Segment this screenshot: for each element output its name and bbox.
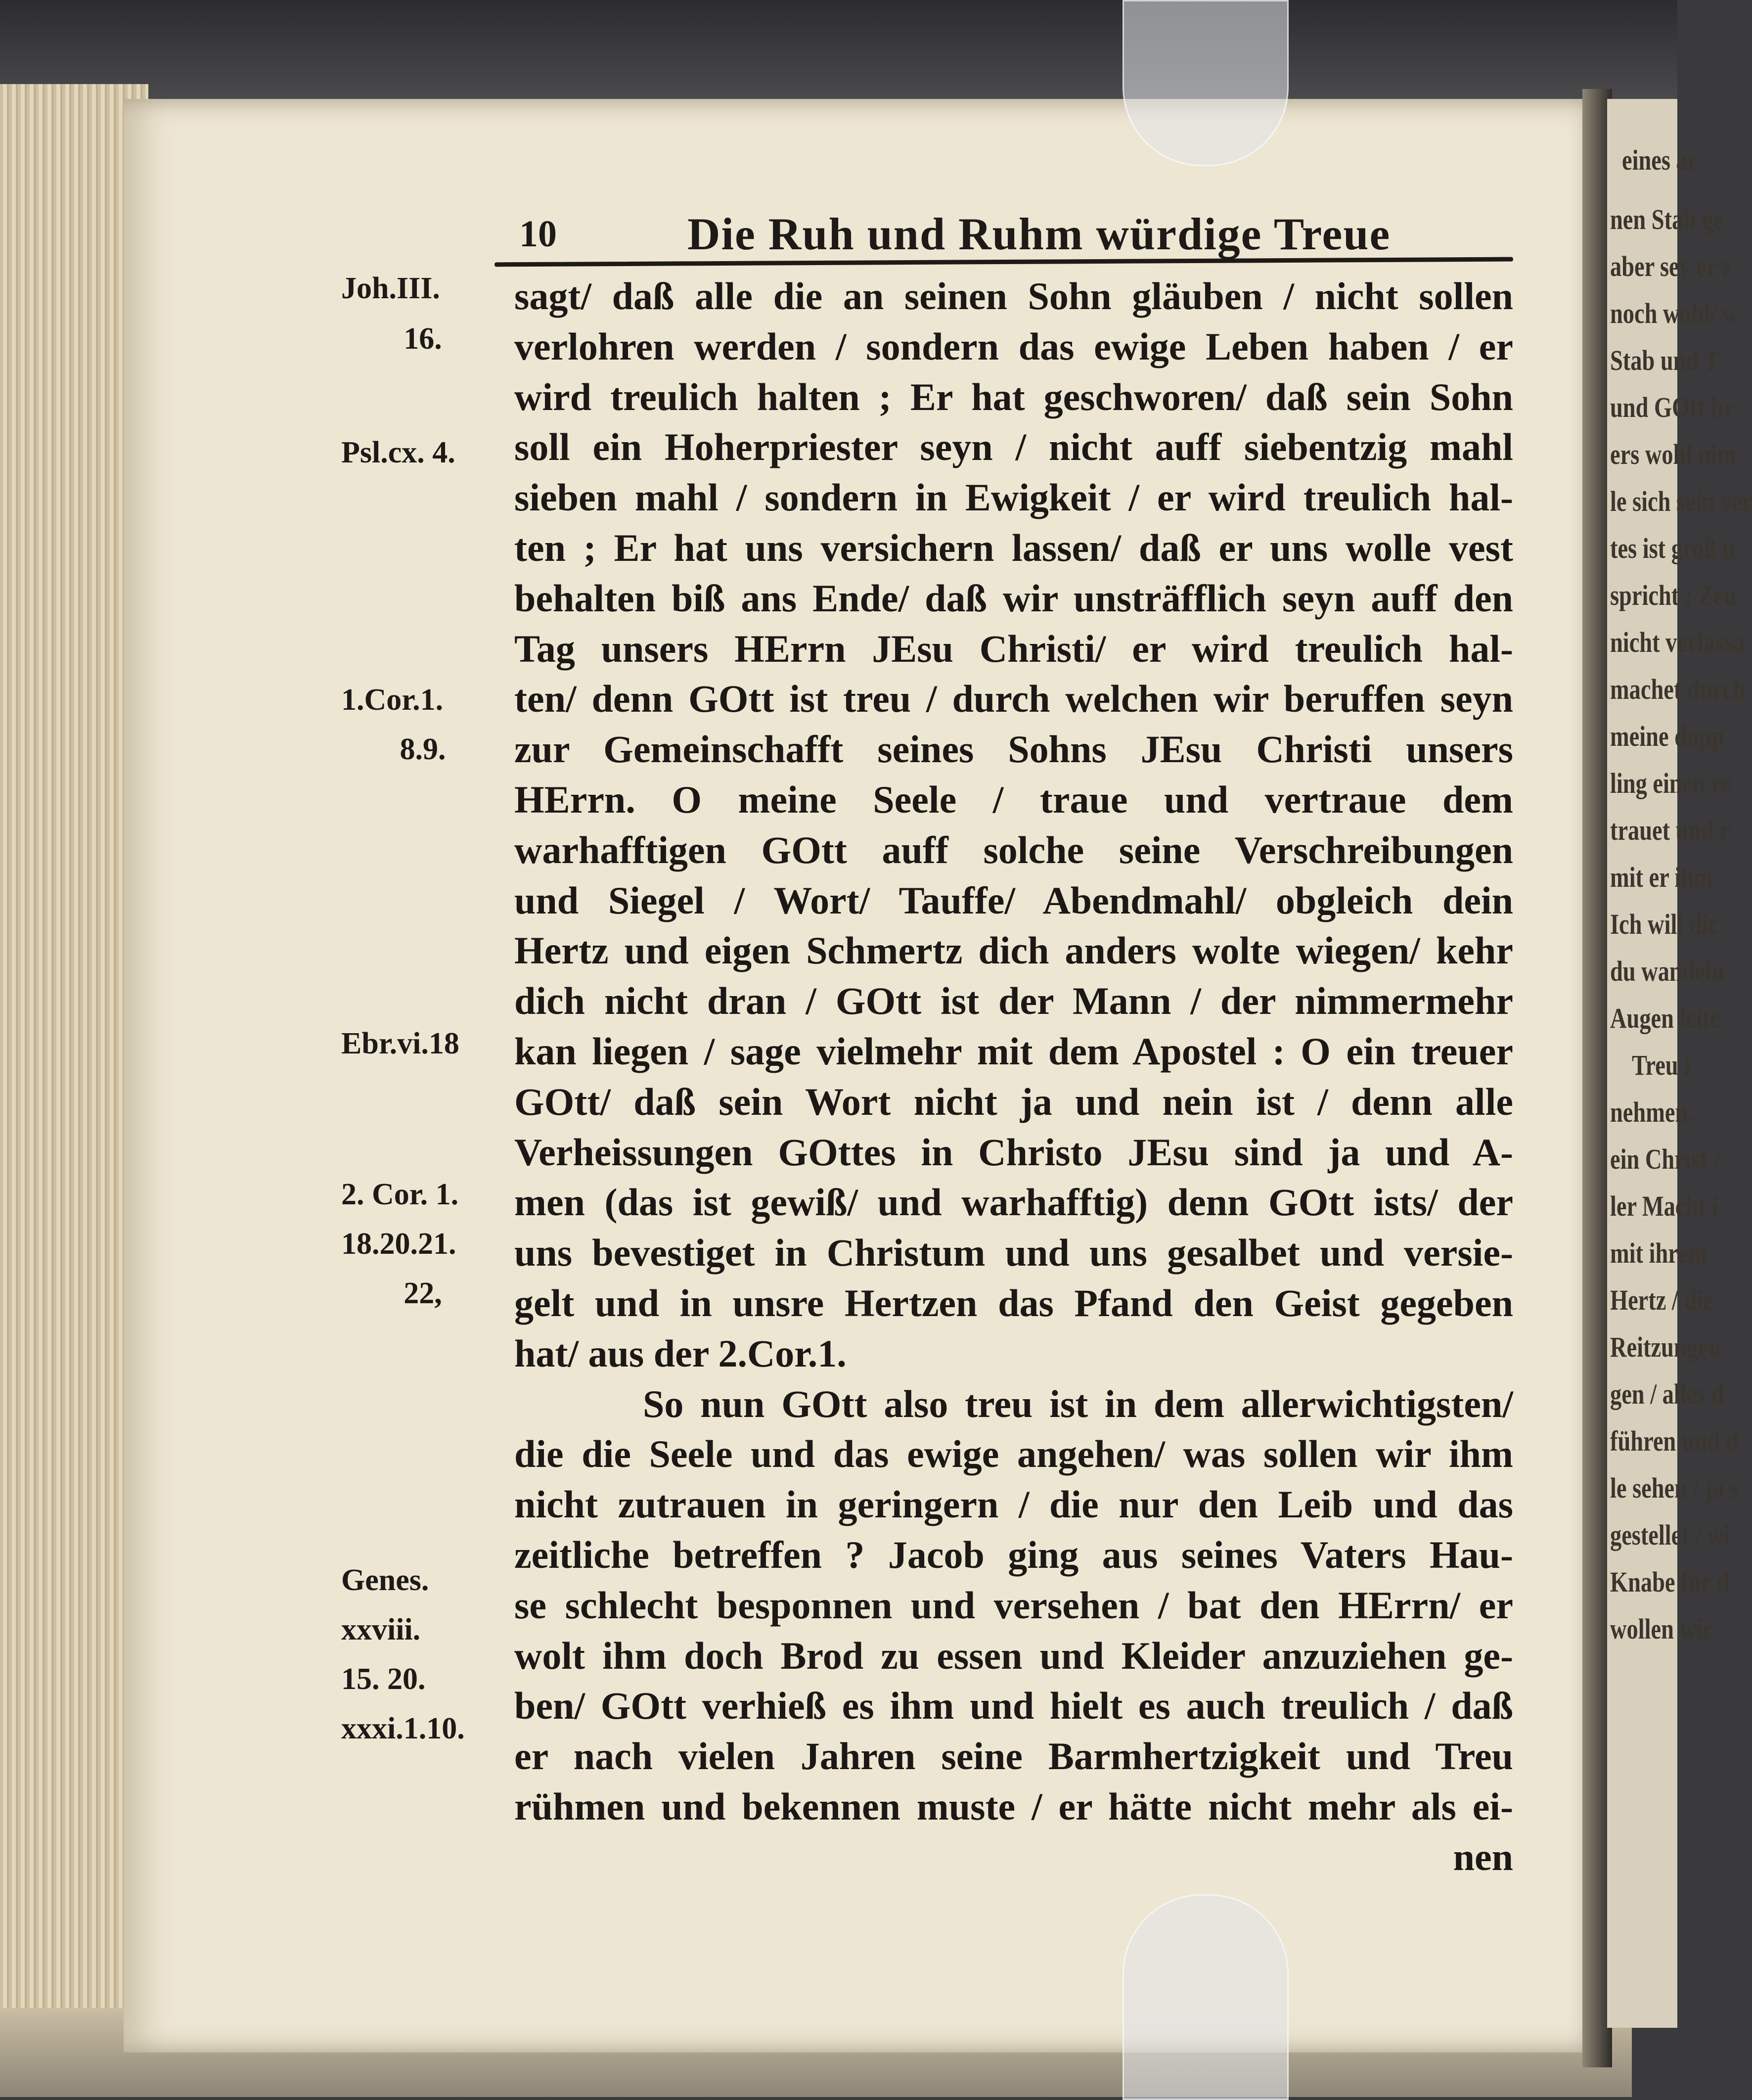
- page-holder-clip-top: [1123, 0, 1289, 166]
- margin-note: xxxi.1.10.: [341, 1712, 465, 1745]
- text-line: HErrn. O meine Seele / traue und vertraue dem: [514, 777, 1513, 821]
- text-line: verlohren werden / sondern das ewige Leben haben / er: [514, 324, 1513, 368]
- facing-page-line: ers wohl nim: [1610, 438, 1737, 470]
- facing-page-line: eines ar: [1622, 144, 1698, 176]
- facing-page-line: Treu i: [1632, 1049, 1691, 1081]
- facing-page-line: Stab und T: [1610, 344, 1719, 376]
- facing-page-line: Augen leite: [1610, 1002, 1720, 1034]
- text-line: wird treulich halten ; Er hat geschworen/ daß sein Sohn: [514, 375, 1513, 418]
- facing-page-line: ling einen re: [1610, 767, 1731, 799]
- text-line: So nun GOtt also treu ist in dem allerwichtigsten/: [643, 1382, 1513, 1425]
- text-line: nicht zutrauen in geringern / die nur den Leib und das: [514, 1483, 1513, 1526]
- text-line: die die Seele und das ewige angehen/ was sollen wir ihm: [514, 1432, 1513, 1476]
- facing-page-line: gen / alles d: [1610, 1378, 1724, 1410]
- facing-page-line: ler Macht i: [1610, 1190, 1718, 1222]
- text-line: zur Gemeinschafft seines Sohns JEsu Christi unsers: [514, 728, 1513, 771]
- margin-note: 16.: [404, 322, 442, 356]
- text-line: nen: [1453, 1835, 1513, 1878]
- facing-page-line: le sich sein ver: [1610, 485, 1752, 517]
- facing-page-line: nehmen.: [1610, 1096, 1694, 1128]
- facing-page-line: und GOtt br: [1610, 391, 1734, 423]
- facing-page-line: du wandeln: [1610, 955, 1724, 987]
- text-line: wolt ihm doch Brod zu essen und Kleider anzuziehen ge-: [514, 1634, 1513, 1677]
- margin-note: 18.20.21.: [341, 1227, 456, 1261]
- text-line: kan liegen / sage vielmehr mit dem Apostel : O ein treuer: [514, 1029, 1513, 1073]
- text-line: behalten biß ans Ende/ daß wir unsträfflich seyn auff den: [514, 576, 1513, 620]
- facing-page: [1607, 99, 1752, 2028]
- text-line: Verheissungen GOttes in Christo JEsu sind ja und A-: [514, 1130, 1513, 1174]
- text-line: ten ; Er hat uns versichern lassen/ daß er uns wolle vest: [514, 526, 1513, 569]
- text-line: rühmen und bekennen muste / er hätte nicht mehr als ei-: [514, 1784, 1513, 1828]
- facing-page-line: nicht verlassa: [1610, 626, 1745, 658]
- facing-page-line: mit er ihm: [1610, 861, 1713, 893]
- body-text: [514, 271, 1513, 1882]
- facing-page-line: mit ihrem: [1610, 1237, 1707, 1269]
- text-line: und Siegel / Wort/ Tauffe/ Abendmahl/ obgleich dein: [514, 878, 1513, 922]
- text-line: hat/ aus der 2.Cor.1.: [514, 1331, 847, 1375]
- text-line: warhafftigen GOtt auff solche seine Verschreibungen: [514, 828, 1513, 871]
- text-line: ben/ GOtt verhieß es ihm und hielt es auch treulich / daß: [514, 1684, 1513, 1728]
- page-number: 10: [519, 213, 557, 255]
- facing-page-line: Reitzungen: [1610, 1331, 1721, 1363]
- text-line: er nach vielen Jahren seine Barmhertzigkeit und Treu: [514, 1735, 1513, 1778]
- facing-page-line: aber sey er z: [1610, 250, 1732, 282]
- facing-page-line: machet durch: [1610, 673, 1746, 705]
- page-holder-clip-bottom: [1123, 1894, 1289, 2100]
- facing-page-line: trauet und r: [1610, 814, 1730, 846]
- facing-page-line: gestellet / wi: [1610, 1519, 1730, 1551]
- margin-note: Psl.cx. 4.: [341, 436, 455, 469]
- text-line: Hertz und eigen Schmertz dich anders wolte wiegen/ kehr: [514, 929, 1513, 972]
- facing-page-line: wollen wir: [1610, 1613, 1713, 1645]
- text-line: sagt/ daß alle die an seinen Sohn gläuben / nicht sollen: [514, 274, 1513, 318]
- margin-note: 15. 20.: [341, 1662, 426, 1696]
- facing-page-line: nen Stab ge: [1610, 203, 1724, 235]
- text-line: ten/ denn GOtt ist treu / durch welchen wir beruffen seyn: [514, 677, 1513, 721]
- facing-page-line: noch wohl/ w: [1610, 297, 1739, 329]
- margin-note: 2. Cor. 1.: [341, 1178, 459, 1211]
- margin-note: Ebr.vi.18: [341, 1027, 459, 1060]
- margin-note: Genes.: [341, 1563, 429, 1597]
- text-line: dich nicht dran / GOtt ist der Mann / der nimmermehr: [514, 979, 1513, 1023]
- margin-note: 8.9.: [400, 732, 446, 766]
- text-line: GOtt/ daß sein Wort nicht ja und nein ist / denn alle: [514, 1080, 1513, 1123]
- facing-page-line: spricht : Zeu: [1610, 579, 1737, 611]
- page-header: [509, 208, 1518, 262]
- facing-page-line: führen und d: [1610, 1425, 1739, 1457]
- margin-note: 1.Cor.1.: [341, 683, 444, 717]
- facing-page-line: Knabe für d: [1610, 1566, 1730, 1598]
- text-line: zeitliche betreffen ? Jacob ging aus seines Vaters Hau-: [514, 1533, 1513, 1576]
- facing-page-line: Ich will dic: [1610, 908, 1719, 940]
- facing-page-line: meine dopp: [1610, 720, 1724, 752]
- text-line: uns bevestiget in Christum und uns gesalbet und versie-: [514, 1231, 1513, 1275]
- text-line: Tag unsers HErrn JEsu Christi/ er wird treulich hal-: [514, 627, 1513, 670]
- facing-page-line: ein Christ /: [1610, 1143, 1720, 1175]
- running-title: Die Ruh und Ruhm würdige Treue: [687, 209, 1391, 259]
- margin-note: 22,: [404, 1277, 442, 1310]
- facing-page-line: le sehen / ja s: [1610, 1472, 1739, 1504]
- margin-note: Joh.III.: [341, 272, 440, 305]
- text-line: men (das ist gewiß/ und warhafftig) denn GOtt ists/ der: [514, 1181, 1513, 1224]
- text-line: sieben mahl / sondern in Ewigkeit / er wird treulich hal-: [514, 476, 1513, 519]
- text-line: gelt und in unsre Hertzen das Pfand den Geist gegeben: [514, 1281, 1513, 1324]
- facing-page-line: Hertz / die: [1610, 1284, 1713, 1316]
- margin-note: xxviii.: [341, 1613, 421, 1646]
- facing-page-line: tes ist groß u: [1610, 532, 1736, 564]
- text-line: soll ein Hoherpriester seyn / nicht auff siebentzig mahl: [514, 425, 1513, 469]
- text-line: se schlecht besponnen und versehen / bat den HErrn/ er: [514, 1583, 1513, 1627]
- scanner-background: [0, 0, 1677, 99]
